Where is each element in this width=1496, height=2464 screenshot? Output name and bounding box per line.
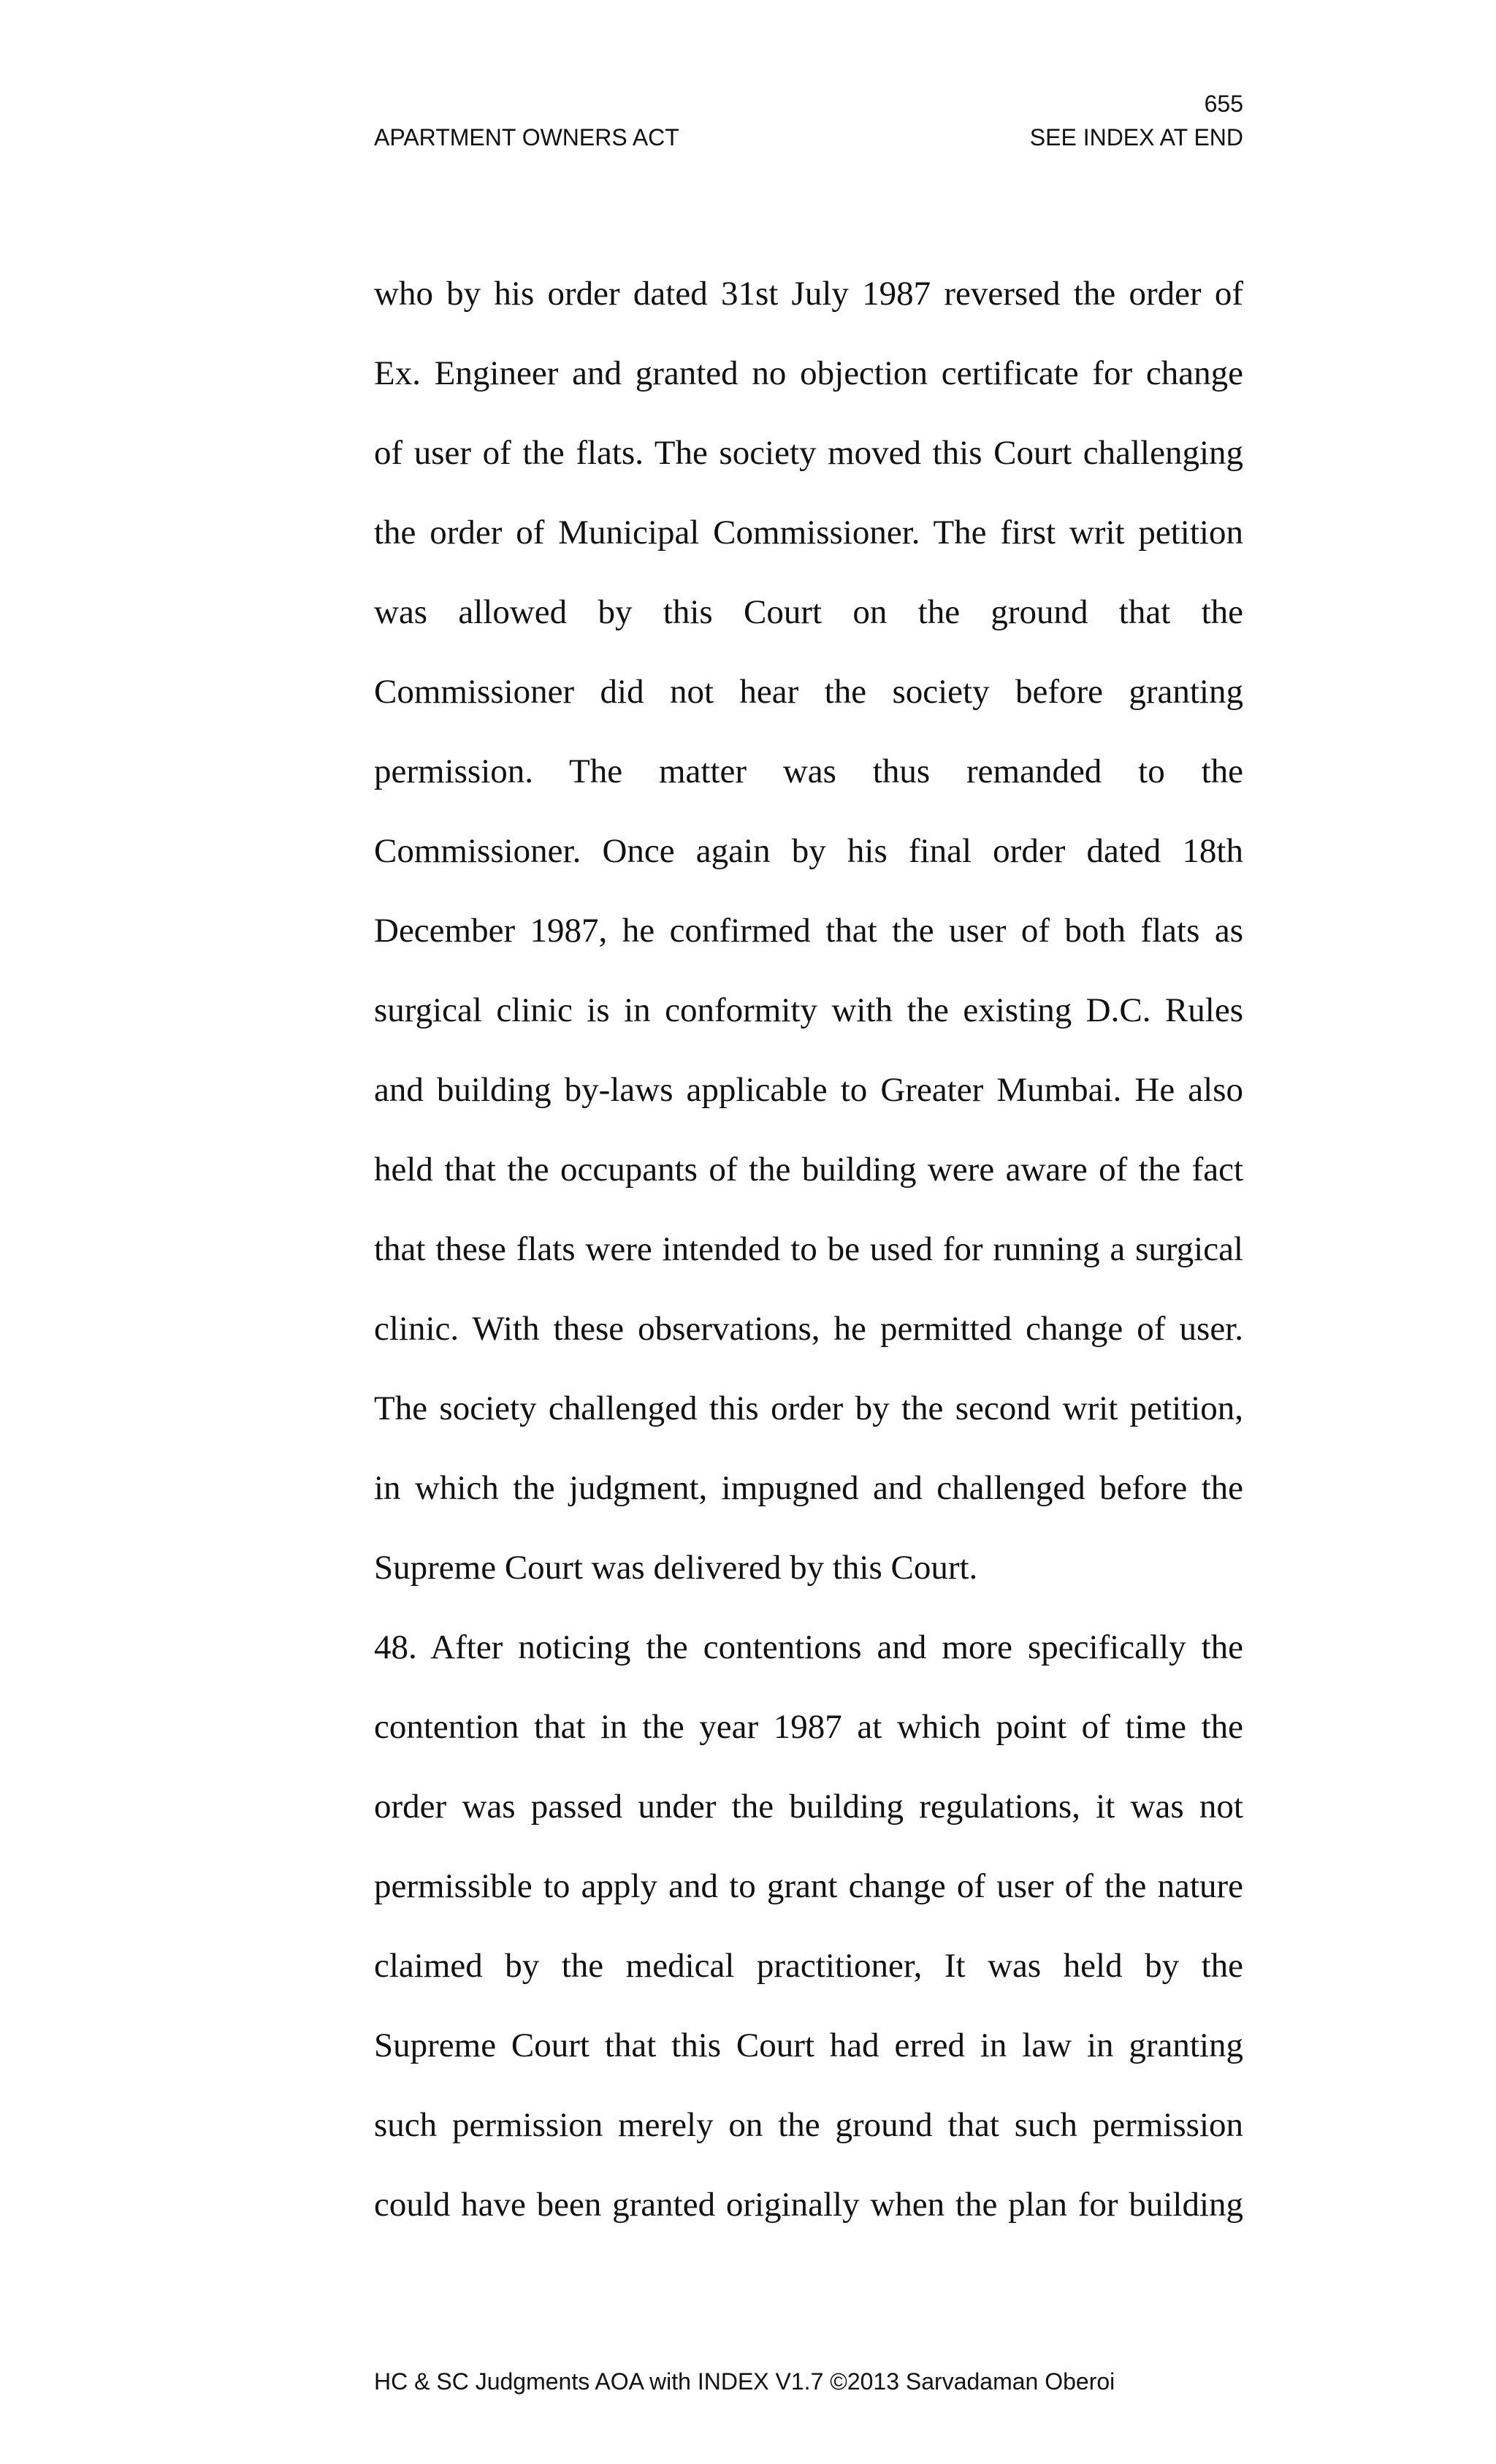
- body-line-18: 48. After noticing the contentions and more specifically the: [374, 1628, 1243, 1666]
- body-line-12: held that the occupants of the building were aware of the fact: [374, 1151, 1243, 1189]
- body-line-24: such permission merely on the ground that such permission: [374, 2106, 1243, 2144]
- header-left-title: APARTMENT OWNERS ACT: [374, 124, 679, 150]
- body-line-22: claimed by the medical practitioner, It was held by the: [374, 1947, 1243, 1985]
- body-line-16: in which the judgment, impugned and challenged before the: [374, 1469, 1243, 1507]
- body-line-6: Commissioner did not hear the society before granting: [374, 673, 1243, 711]
- page-number: 655: [1204, 91, 1243, 117]
- body-line-5: was allowed by this Court on the ground that the: [374, 593, 1243, 631]
- body-line-20: order was passed under the building regulations, it was not: [374, 1788, 1243, 1826]
- body-line-14: clinic. With these observations, he permitted change of user.: [374, 1310, 1243, 1348]
- body-line-21: permissible to apply and to grant change of user of the nature: [374, 1867, 1243, 1905]
- body-line-23: Supreme Court that this Court had erred in law in granting: [374, 2026, 1243, 2064]
- header-right-title: SEE INDEX AT END: [1029, 124, 1243, 150]
- body-line-1: who by his order dated 31st July 1987 reversed the order of: [374, 275, 1243, 313]
- body-line-8: Commissioner. Once again by his final order dated 18th: [374, 832, 1243, 870]
- document-body: [374, 254, 1243, 2245]
- body-line-7: permission. The matter was thus remanded to the: [374, 752, 1243, 790]
- page-footer: HC & SC Judgments AOA with INDEX V1.7 ©2013 Sarvadaman Oberoi: [374, 2368, 1115, 2395]
- body-line-19: contention that in the year 1987 at which point of time the: [374, 1708, 1243, 1746]
- running-header: [374, 123, 1243, 152]
- body-line-13: that these flats were intended to be used for running a surgical: [374, 1230, 1243, 1268]
- body-line-17: Supreme Court was delivered by this Court.: [374, 1549, 978, 1587]
- body-line-2: Ex. Engineer and granted no objection certificate for change: [374, 354, 1243, 392]
- body-line-4: the order of Municipal Commissioner. The first writ petition: [374, 514, 1243, 552]
- body-line-11: and building by-laws applicable to Greater Mumbai. He also: [374, 1071, 1243, 1109]
- body-line-15: The society challenged this order by the second writ petition,: [374, 1389, 1243, 1427]
- body-line-25: could have been granted originally when the plan for building: [374, 2186, 1243, 2224]
- body-line-10: surgical clinic is in conformity with the existing D.C. Rules: [374, 991, 1243, 1029]
- body-line-3: of user of the flats. The society moved this Court challenging: [374, 434, 1243, 472]
- body-line-9: December 1987, he confirmed that the user of both flats as: [374, 912, 1243, 950]
